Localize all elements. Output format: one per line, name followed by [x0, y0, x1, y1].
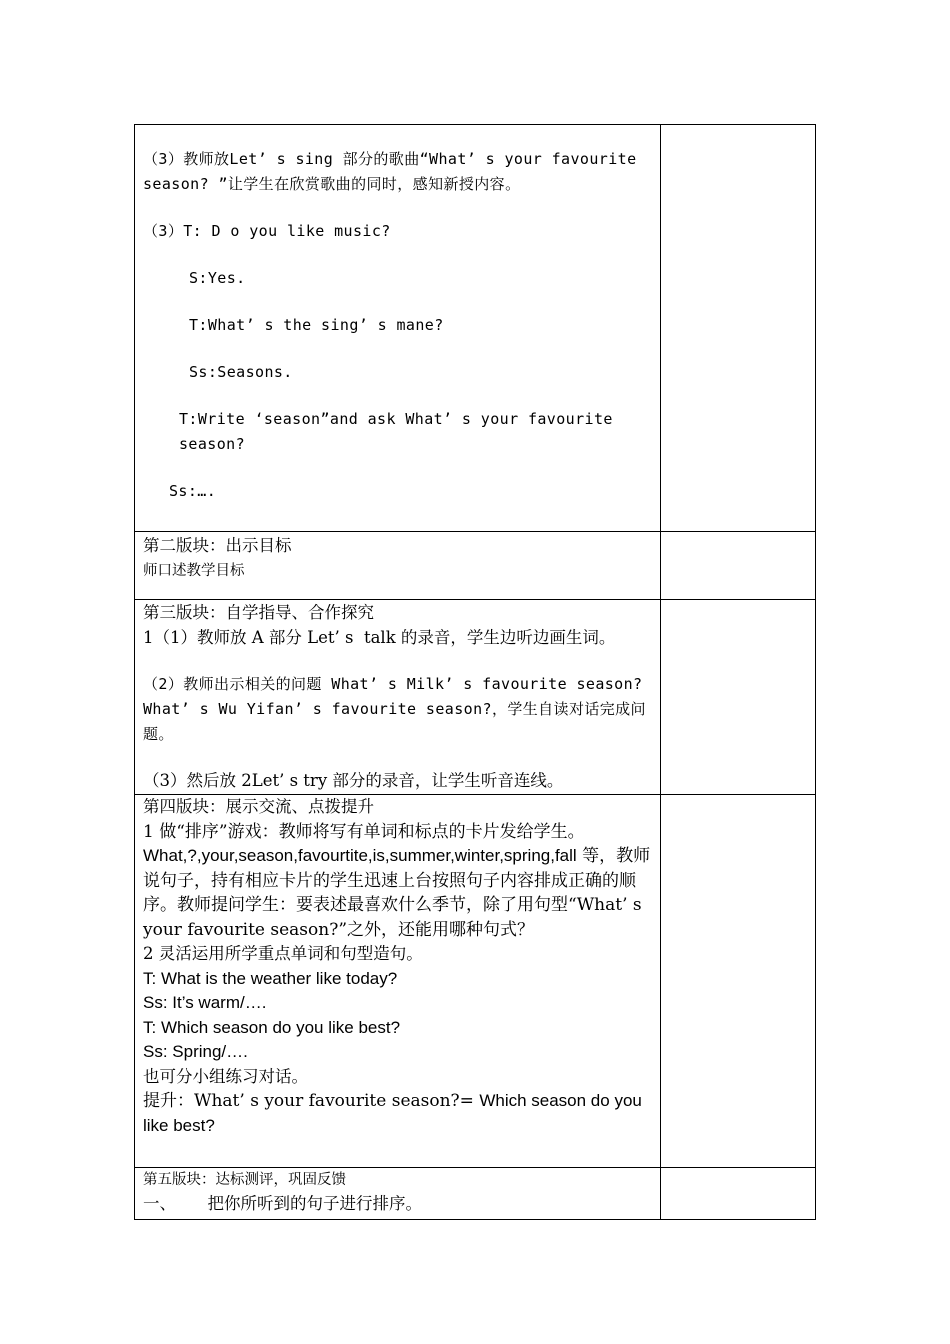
block4-line6: Ss: Spring/….: [143, 1042, 248, 1061]
block2-main-cell: [135, 532, 661, 600]
block2-title: 第二版块：出示目标: [143, 536, 292, 555]
block4-line7: 也可分小组练习对话。: [143, 1066, 308, 1086]
table-row: [135, 600, 816, 795]
block4-line5: T: Which season do you like best?: [143, 1017, 401, 1037]
block5-side-cell: [660, 1168, 815, 1220]
lesson-plan-table: [134, 124, 816, 1220]
block5-line1: 一、 把你所听到的句子进行排序。: [143, 1194, 422, 1213]
block4-line8b: Which season do you like best?: [143, 1091, 647, 1135]
block3-title: 第三版块：自学指导、合作探究: [143, 603, 374, 622]
table-row: [135, 125, 816, 532]
block5-title: 第五版块：达标测评，巩固反馈: [143, 1172, 346, 1188]
block3-line2: （2）教师出示相关的问题 What’ s Milk’ s favourite season? What’ s Wu Yifan’ s favourite season?，学生自读对话完成问题。: [143, 675, 652, 743]
block4-line1a: 1 做“排序”游戏：教师将写有单词和标点的卡片发给学生。: [143, 821, 585, 842]
block1-line5: Ss:Seasons.: [189, 363, 293, 381]
table-row: [135, 1168, 816, 1220]
block2-body: 师口述教学目标: [143, 562, 245, 579]
block1-line2: （3）T: D o you like music?: [143, 222, 391, 240]
block4-line4: Ss: It’s warm/….: [143, 993, 267, 1012]
block1-line7: Ss:….: [169, 482, 217, 500]
block4-line2: 2 灵活运用所学重点单词和句型造句。: [143, 944, 423, 963]
block3-side-cell: [660, 600, 815, 795]
block5-main-cell: [135, 1168, 661, 1220]
block4-title: 第四版块：展示交流、点拨提升: [143, 797, 374, 816]
block3-line3: （3）然后放 2Let’ s try 部分的录音，让学生听音连线。: [143, 771, 564, 790]
block4-side-cell: [660, 795, 815, 1168]
block4-line8: [143, 1089, 652, 1138]
block4-line3: T: What is the weather like today?: [143, 968, 398, 988]
block4-line8a: 提升：What’ s your favourite season?=: [143, 1091, 480, 1111]
table-row: [135, 795, 816, 1168]
block3-main-cell: [135, 600, 661, 795]
block3-line1: 1（1）教师放 A 部分 Let’ s talk 的录音，学生边听边画生词。: [143, 627, 616, 647]
block1-main-cell: [135, 125, 661, 532]
block4-line1: [143, 820, 652, 943]
table-row: [135, 532, 816, 600]
block1-line1: （3）教师放Let’ s sing 部分的歌曲“What’ s your favourite season? ”让学生在欣赏歌曲的同时，感知新授内容。: [143, 150, 646, 193]
block4-line1b: What,?,your,season,favourtite,is,summer,winter,spring,fall: [143, 846, 577, 865]
block4-line1c: 等，教师说句子，持有相应卡片的学生迅速上台按照句子内容排成正确的顺序。教师提问学生：要表述最喜欢什么季节，除了用句型“What’ s your favourite season?”之外，还能用哪种句式？: [143, 846, 651, 940]
block1-line4: T:What’ s the sing’ s mane?: [189, 316, 444, 334]
block4-main-cell: [135, 795, 661, 1168]
block1-line3: S:Yes.: [189, 269, 246, 287]
block2-side-cell: [660, 532, 815, 600]
block1-side-cell: [660, 125, 815, 532]
block1-line6: T:Write ‘season”and ask What’ s your favourite season?: [179, 410, 623, 453]
